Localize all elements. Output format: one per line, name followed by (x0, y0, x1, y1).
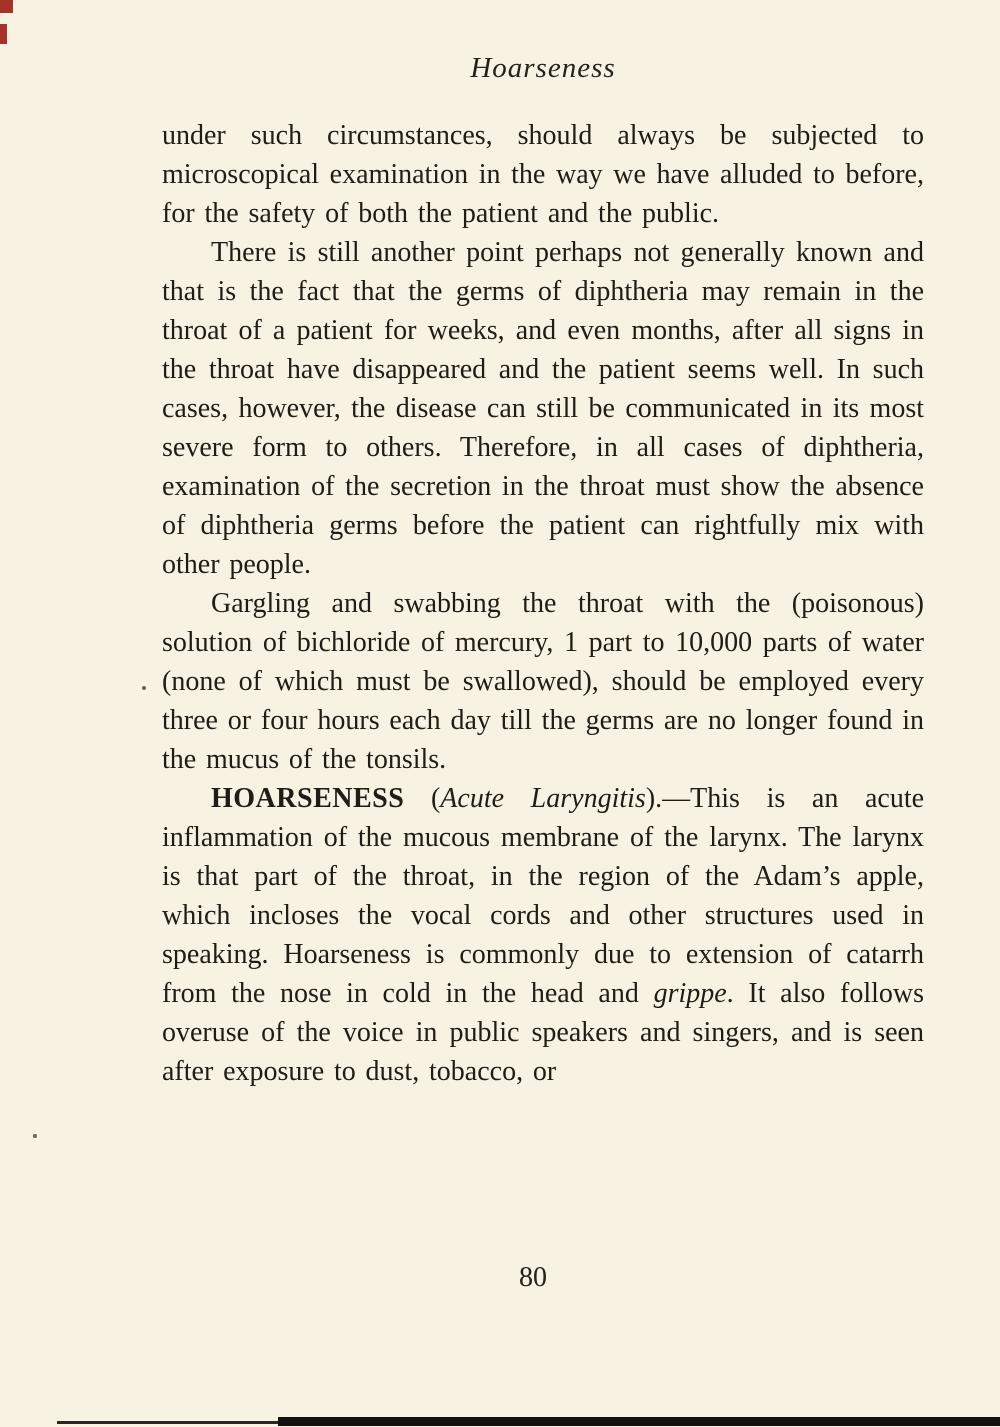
paragraph-text: ).—This is an acute inflammation of the mucous membrane of the larynx. The larynx is that part of the throat, in the region of the Adam’s apple, which incloses the vocal cords and other structures used in speaking. Hoarseness is commonly due to extension of catarrh from the nose in cold in the head and (162, 783, 925, 1009)
section-heading-hoarseness: HOARSENESS (211, 783, 405, 814)
scan-artifact-speck (33, 1134, 37, 1138)
scan-artifact-speck (142, 686, 146, 690)
paragraph (162, 779, 924, 1091)
text-column (162, 116, 924, 1091)
scan-artifact-line (278, 1417, 1000, 1426)
running-head: Hoarseness (470, 52, 616, 84)
page-number: 80 (519, 1262, 547, 1293)
scan-artifact-line (57, 1421, 285, 1424)
paragraph-text: . It also follows overuse of the voice in public speakers and singers, and is seen after exposure to dust, tobacco, or (162, 978, 924, 1087)
paragraph: under such circumstances, should always be subjected to microscopical examination in the way we have alluded to before, for the safety of both the patient and the public. (162, 120, 924, 229)
scan-artifact-red-mark (0, 24, 7, 44)
paragraph-text: ( (404, 783, 441, 814)
term-grippe: grippe (653, 978, 727, 1009)
paragraph: There is still another point perhaps not generally known and that is the fact that the germs of diphtheria may remain in the throat of a patient for weeks, and even months, after all signs in the throat have disappeared and the patient seems well. In such cases, however, the disease can still be communicated in its most severe form to others. Therefore, in all cases of diphtheria, examination of the secretion in the throat must show the absence of diphtheria germs before the patient can rightfully mix with other people. (162, 237, 924, 580)
scan-artifact-red-mark (0, 0, 13, 13)
latin-term-acute-laryngitis: Acute Laryngitis (440, 783, 646, 814)
paragraph: Gargling and swabbing the throat with the (poisonous) solution of bichloride of mercury, 1 part to 10,000 parts of water (none of which must be swallowed), should be employed every three or four hours each day till the germs are no longer found in the mucus of the tonsils. (162, 588, 924, 775)
